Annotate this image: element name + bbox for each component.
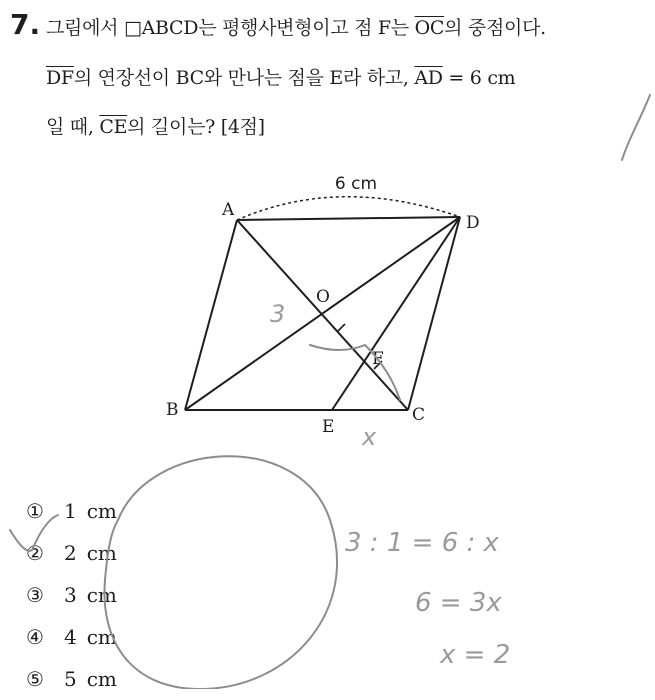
handwritten-answer: x = 2 — [440, 640, 511, 670]
point-e-label: E — [322, 417, 335, 437]
choice-4-unit: cm — [86, 625, 117, 649]
line3-prefix: 일 때, — [46, 116, 100, 138]
point-b-label: B — [166, 400, 179, 420]
line2-mid: 의 연장선이 BC와 만나는 점을 E라 하고, — [73, 67, 415, 89]
length-label: 6 cm — [334, 174, 378, 194]
side-dc — [408, 217, 460, 410]
point-a-label: A — [222, 200, 235, 220]
handwritten-ce-variable: x — [362, 423, 377, 451]
choice-1-symbol: ① — [26, 499, 44, 523]
handwritten-ratio: 3 : 1 = 6 : x — [345, 528, 499, 558]
choice-3-symbol: ③ — [26, 583, 44, 607]
choice-2-symbol: ② — [26, 541, 44, 565]
answer-choices — [26, 490, 117, 700]
point-d-label: D — [466, 213, 480, 233]
line3-suffix: 의 길이는? [4점] — [127, 116, 265, 138]
point-o-label: O — [316, 287, 330, 307]
tick-mark-of — [337, 324, 345, 332]
handwritten-equation: 6 = 3x — [415, 588, 502, 618]
diagonal-bd — [185, 217, 460, 410]
choice-1-unit: cm — [86, 499, 117, 523]
choice-3-value: 3 — [64, 583, 77, 607]
segment-de — [332, 217, 460, 410]
choice-5[interactable] — [26, 658, 117, 700]
segment-ad: $\overline{AD}$ — [414, 67, 443, 89]
choice-5-symbol: ⑤ — [26, 667, 44, 691]
choice-4-symbol: ④ — [26, 625, 44, 649]
line2-suffix: = 6 cm — [442, 67, 516, 89]
line1-prefix: 그림에서 □ABCD는 평행사변형이고 점 F는 — [46, 17, 415, 39]
segment-ce: $\overline{CE}$ — [99, 116, 128, 138]
diagonal-ac — [237, 220, 408, 410]
side-ad — [237, 217, 460, 220]
choice-2-unit: cm — [86, 541, 117, 565]
choice-4[interactable] — [26, 616, 117, 658]
choice-5-value: 5 — [64, 667, 77, 691]
choice-2-value: 2 — [64, 541, 77, 565]
choice-1-value: 1 — [64, 499, 77, 523]
choice-2[interactable] — [26, 532, 117, 574]
segment-oc: $\overline{OC}$ — [414, 17, 445, 39]
line1-suffix: 의 중점이다. — [444, 17, 546, 39]
choice-1[interactable] — [26, 490, 117, 532]
side-ba — [185, 220, 237, 410]
segment-df: $\overline{DF}$ — [46, 67, 74, 89]
point-c-label: C — [412, 405, 426, 425]
point-f-label: F — [372, 349, 384, 369]
question-number: 7. — [10, 8, 41, 41]
choice-3[interactable] — [26, 574, 117, 616]
choice-4-value: 4 — [64, 625, 77, 649]
choice-5-unit: cm — [86, 667, 117, 691]
handwritten-ao-length: 3 — [270, 300, 286, 328]
choice-3-unit: cm — [86, 583, 117, 607]
